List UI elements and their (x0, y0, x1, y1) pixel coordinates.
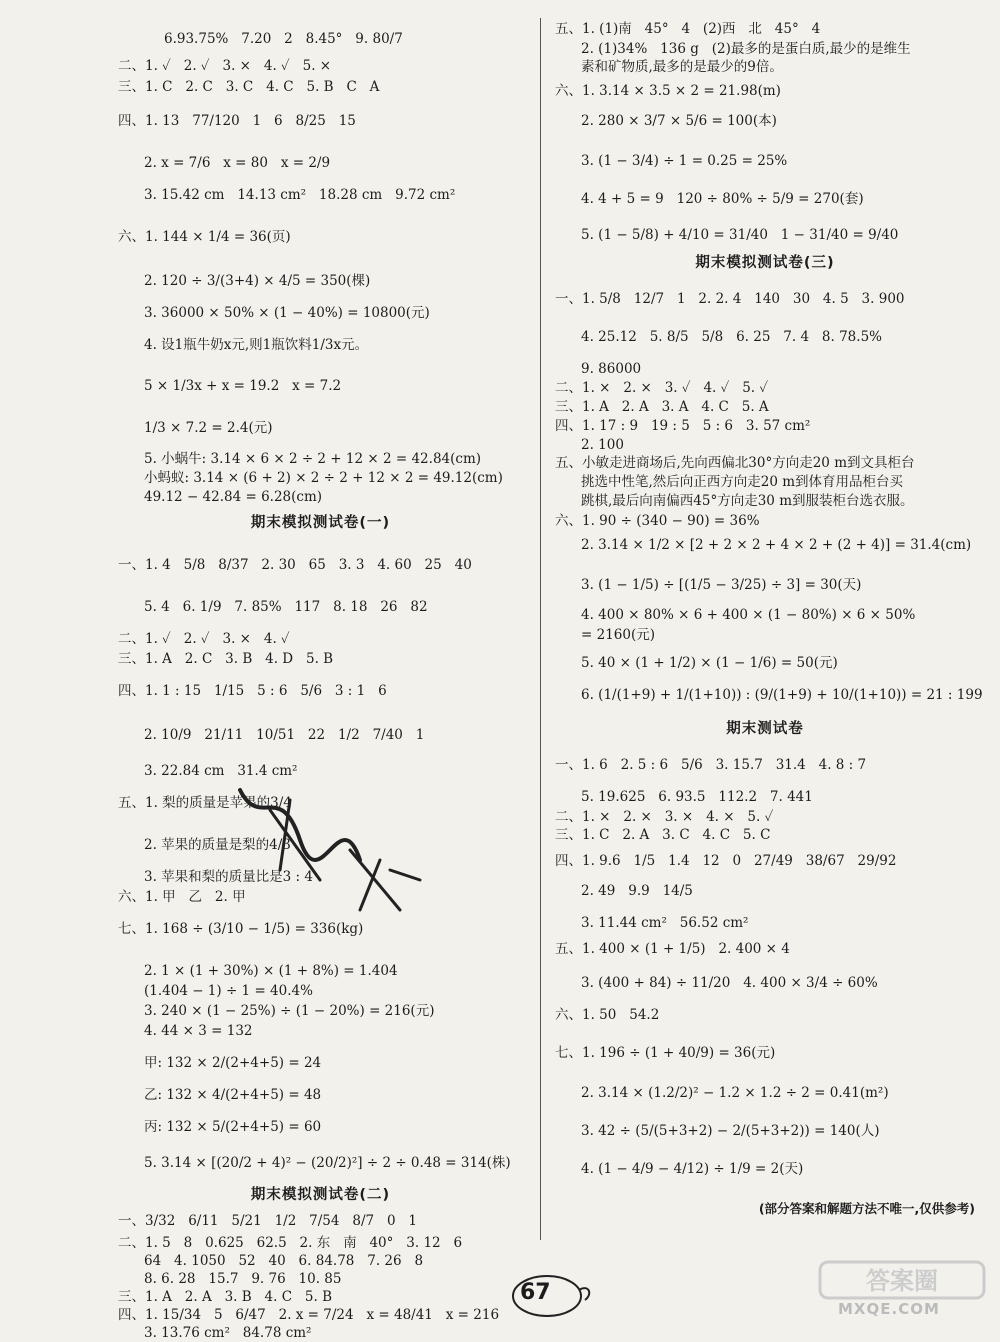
answer-line (118, 419, 273, 437)
page-number: 67 (520, 1280, 551, 1305)
footnote (759, 1200, 975, 1218)
answer-line (118, 336, 368, 354)
column-divider (540, 18, 541, 1240)
answer-text: 一、1. 5/8 12/7 1 2. 2. 4 140 30 4. 5 3. 900 (555, 291, 905, 307)
answer-line (555, 826, 770, 844)
answer-line (118, 598, 428, 616)
answer-line (555, 40, 911, 58)
answer-line (118, 1234, 462, 1252)
handwriting-scribble (230, 770, 430, 920)
answer-text: 5. (1 − 5/8) + 4/10 = 31/40 1 − 31/40 = 9/40 (581, 227, 899, 243)
answer-line (555, 788, 813, 806)
answer-text: 三、1. C 2. C 3. C 4. C 5. B C A (118, 79, 380, 95)
answer-text: 甲: 132 × 2/(2+4+5) = 24 (144, 1055, 322, 1071)
answer-text: 5. 40 × (1 + 1/2) × (1 − 1/6) = 50(元) (581, 655, 838, 671)
answer-text: 三、1. A 2. A 3. B 4. C 5. B (118, 1289, 333, 1305)
answer-text: 六、1. 144 × 1/4 = 36(页) (118, 229, 291, 245)
answer-line (118, 1086, 321, 1104)
watermark-text: MXQE.COM (838, 1300, 940, 1318)
answer-line (555, 654, 838, 672)
answer-line (118, 186, 455, 204)
answer-line (555, 576, 861, 594)
section-title (118, 514, 523, 532)
answer-text: 2. x = 7/6 x = 80 x = 2/9 (144, 155, 331, 171)
answer-text: 49.12 − 42.84 = 6.28(cm) (144, 489, 323, 505)
answer-line (555, 686, 983, 704)
answer-line (555, 436, 624, 454)
answer-text: (1.404 − 1) ÷ 1 = 40.4% (144, 983, 313, 999)
answer-text: 四、1. 1 : 15 1/15 5 : 6 5/6 3 : 1 6 (118, 683, 387, 699)
answer-line (118, 450, 481, 468)
answer-line (118, 920, 363, 938)
section-title (555, 720, 975, 738)
answer-text: 四、1. 15/34 5 6/47 2. x = 7/24 x = 48/41 x = 216 (118, 1307, 500, 1323)
answer-line (555, 974, 878, 992)
answer-text: 2. 120 ÷ 3/(3+4) × 4/5 = 350(棵) (144, 273, 371, 289)
answer-line (555, 58, 783, 76)
answer-text: 2. (1)34% 136 g (2)最多的是蛋白质,最少的是维生 (581, 41, 911, 57)
answer-text: 6.93.75% 7.20 2 8.45° 9. 80/7 (164, 31, 403, 47)
answer-line (555, 756, 866, 774)
answer-text: 2. 280 × 3/7 × 5/6 = 100(本) (581, 113, 777, 129)
answer-line (118, 1002, 434, 1020)
answer-text: 跳棋,最后向南偏西45°方向走30 m到服装柜台选衣服。 (581, 493, 914, 509)
answer-line (118, 57, 331, 75)
answer-line (118, 1252, 423, 1270)
answer-text: 4. 4 + 5 = 9 120 ÷ 80% ÷ 5/9 = 270(套) (581, 191, 864, 207)
answer-line (555, 328, 882, 346)
answer-line (118, 1118, 321, 1136)
answer-text: 1/3 × 7.2 = 2.4(元) (144, 420, 273, 436)
answer-line (555, 398, 769, 416)
answer-text: 二、1. × 2. × 3. ✓ 4. ✓ 5. ✓ (555, 380, 769, 396)
answer-line (555, 606, 915, 624)
answer-text: 二、1. ✓ 2. ✓ 3. × 4. ✓ 5. × (118, 58, 332, 74)
answer-text: 3. (400 + 84) ÷ 11/20 4. 400 × 3/4 ÷ 60% (581, 975, 878, 991)
answer-text: 2. 10/9 21/11 10/51 22 1/2 7/40 1 (144, 727, 425, 743)
answer-text: 五、小敏走进商场后,先向西偏北30°方向走20 m到文具柜台 (555, 455, 915, 471)
answer-line (555, 360, 641, 378)
answer-line (118, 962, 398, 980)
answer-text: 2. 3.14 × 1/2 × [2 + 2 × 2 + 4 × 2 + (2 + 4)] = 31.4(cm) (581, 537, 972, 553)
answer-line (118, 1212, 417, 1230)
answer-text: 2. 100 (581, 437, 624, 453)
answer-line (555, 82, 781, 100)
answer-text: 小蚂蚁: 3.14 × (6 + 2) × 2 ÷ 2 + 12 × 2 = 49.12(cm) (144, 470, 503, 486)
answer-line (555, 914, 748, 932)
answer-line (118, 888, 246, 906)
answer-line (118, 1324, 311, 1342)
answer-text: 2. 49 9.9 14/5 (581, 883, 693, 899)
answer-text: 3. 22.84 cm 31.4 cm² (144, 763, 298, 779)
answer-text: 3. 11.44 cm² 56.52 cm² (581, 915, 749, 931)
answer-text: 64 4. 1050 52 40 6. 84.78 7. 26 8 (144, 1253, 424, 1269)
answer-text: 4. (1 − 4/9 − 4/12) ÷ 1/9 = 2(天) (581, 1161, 804, 1177)
answer-text: 期末模拟测试卷(二) (250, 1187, 391, 1203)
answer-text: 四、1. 9.6 1/5 1.4 12 0 27/49 38/67 29/92 (555, 853, 897, 869)
answer-text: 二、1. × 2. × 3. × 4. × 5. ✓ (555, 809, 774, 825)
answer-text: 2. 3.14 × (1.2/2)² − 1.2 × 1.2 ÷ 2 = 0.41(m²) (581, 1085, 889, 1101)
answer-line (555, 1006, 659, 1024)
answer-text: 七、1. 168 ÷ (3/10 − 1/5) = 336(kg) (118, 921, 364, 937)
answer-line (555, 454, 915, 472)
answer-line (118, 469, 503, 487)
answer-text: 六、1. 3.14 × 3.5 × 2 = 21.98(m) (555, 83, 781, 99)
answer-line (118, 304, 430, 322)
answer-text: 挑选中性笔,然后向正西方向走20 m到体育用品柜台买 (581, 474, 904, 490)
answer-text: 五、1. 400 × (1 + 1/5) 2. 400 × 4 (555, 941, 790, 957)
answer-line (555, 473, 903, 491)
answer-text: 2. 苹果的质量是梨的4/3 (144, 837, 291, 853)
answer-text: 4. 设1瓶牛奶x元,则1瓶饮料1/3x元。 (144, 337, 369, 353)
answer-line (555, 226, 898, 244)
answer-line (555, 536, 971, 554)
section-title (555, 254, 975, 272)
answer-line (118, 1054, 321, 1072)
answer-line (555, 152, 787, 170)
answer-text: 4. 25.12 5. 8/5 5/8 6. 25 7. 4 8. 78.5% (581, 329, 882, 345)
answer-text: 六、1. 90 ÷ (340 − 90) = 36% (555, 513, 760, 529)
answer-text: 六、1. 甲 乙 2. 甲 (118, 889, 246, 905)
answer-text: 三、1. C 2. A 3. C 4. C 5. C (555, 827, 771, 843)
answer-text: 期末模拟测试卷(三) (695, 255, 835, 271)
answer-text: 二、1. 5 8 0.625 62.5 2. 东 南 40° 3. 12 6 (118, 1235, 463, 1251)
answer-line (118, 272, 370, 290)
answer-line (118, 1306, 499, 1324)
answer-text: 9. 86000 (581, 361, 642, 377)
answer-text: 5. 小蜗牛: 3.14 × 6 × 2 ÷ 2 + 12 × 2 = 42.84(cm) (144, 451, 482, 467)
answer-text: 素和矿物质,最多的是最少的9倍。 (581, 59, 783, 75)
answer-line (555, 492, 914, 510)
answer-text: = 2160(元) (581, 627, 655, 643)
answer-line (555, 512, 760, 530)
answer-text: 乙: 132 × 4/(2+4+5) = 48 (144, 1087, 322, 1103)
answer-text: 丙: 132 × 5/(2+4+5) = 60 (144, 1119, 322, 1135)
answer-text: 3. 240 × (1 − 25%) ÷ (1 − 20%) = 216(元) (144, 1003, 435, 1019)
answer-text: 5. 3.14 × [(20/2 + 4)² − (20/2)²] ÷ 2 ÷ 0.48 = 314(株) (144, 1155, 511, 1171)
answer-text: 六、1. 50 54.2 (555, 1007, 660, 1023)
answer-text: 3. 42 ÷ (5/(5+3+2) − 2/(5+3+2)) = 140(人) (581, 1123, 880, 1139)
answer-line (118, 228, 291, 246)
answer-line (118, 982, 313, 1000)
answer-line (118, 1288, 332, 1306)
answer-line (164, 30, 403, 48)
watermark-logo-text: 答案圈 (866, 1267, 938, 1295)
answer-line (118, 78, 379, 96)
answer-line (118, 650, 333, 668)
answer-line (118, 556, 472, 574)
answer-text: 5 × 1/3x + x = 19.2 x = 7.2 (144, 378, 342, 394)
answer-text: 6. (1/(1+9) + 1/(1+10)) : (9/(1+9) + 10/(1+10)) = 21 : 199 (581, 687, 983, 703)
answer-line (555, 852, 896, 870)
answer-text: 4. 44 × 3 = 132 (144, 1023, 253, 1039)
answer-text: 期末模拟测试卷(一) (250, 515, 391, 531)
answer-line (555, 290, 905, 308)
answer-text: 一、1. 4 5/8 8/37 2. 30 65 3. 3 4. 60 25 40 (118, 557, 472, 573)
answer-text: 二、1. ✓ 2. ✓ 3. × 4. ✓ (118, 631, 290, 647)
answer-text: 5. 4 6. 1/9 7. 85% 117 8. 18 26 82 (144, 599, 428, 615)
answer-text: 3. (1 − 3/4) ÷ 1 = 0.25 = 25% (581, 153, 788, 169)
answer-line (118, 682, 387, 700)
answer-line (555, 1084, 889, 1102)
answer-line (555, 1044, 775, 1062)
answer-line (118, 630, 290, 648)
answer-line (555, 190, 864, 208)
answer-line (118, 1022, 253, 1040)
answer-line (555, 1160, 803, 1178)
answer-line (118, 1154, 511, 1172)
answer-text: 三、1. A 2. C 3. B 4. D 5. B (118, 651, 334, 667)
answer-text: 五、1. (1)南 45° 4 (2)西 北 45° 4 (555, 21, 821, 37)
answer-line (118, 726, 424, 744)
answer-text: 8. 6. 28 15.7 9. 76 10. 85 (144, 1271, 342, 1287)
answer-line (118, 154, 330, 172)
answer-line (118, 377, 341, 395)
answer-text: 3. 苹果和梨的质量比是3 : 4 (144, 869, 313, 885)
answer-line (118, 1270, 342, 1288)
answer-line (555, 417, 810, 435)
answer-line (555, 882, 693, 900)
answer-text: 2. 1 × (1 + 30%) × (1 + 8%) = 1.404 (144, 963, 398, 979)
answer-text: 四、1. 17 : 9 19 : 5 5 : 6 3. 57 cm² (555, 418, 811, 434)
answer-text: 3. 15.42 cm 14.13 cm² 18.28 cm 9.72 cm² (144, 187, 456, 203)
answer-text: 三、1. A 2. A 3. A 4. C 5. A (555, 399, 769, 415)
answer-text: 3. 36000 × 50% × (1 − 40%) = 10800(元) (144, 305, 430, 321)
answer-text: 期末测试卷 (726, 721, 804, 737)
answer-text: 一、1. 6 2. 5 : 6 5/6 3. 15.7 31.4 4. 8 : 7 (555, 757, 867, 773)
answer-line (118, 112, 356, 130)
answer-line (555, 1122, 880, 1140)
section-title (118, 1186, 523, 1204)
answer-line (555, 808, 773, 826)
answer-text: 5. 19.625 6. 93.5 112.2 7. 441 (581, 789, 813, 805)
answer-line (555, 379, 768, 397)
answer-line (555, 20, 820, 38)
answer-text: 七、1. 196 ÷ (1 + 40/9) = 36(元) (555, 1045, 776, 1061)
answer-line (118, 488, 322, 506)
answer-line (555, 626, 655, 644)
answer-text: 四、1. 13 77/120 1 6 8/25 15 (118, 113, 356, 129)
answer-line (555, 940, 790, 958)
answer-text: 4. 400 × 80% × 6 + 400 × (1 − 80%) × 6 × 50% (581, 607, 916, 623)
answer-text: (部分答案和解题方法不唯一,仅供参考) (758, 1201, 975, 1216)
answer-text: 一、3/32 6/11 5/21 1/2 7/54 8/7 0 1 (118, 1213, 418, 1229)
answer-text: 五、1. 梨的质量是苹果的3/4 (118, 795, 292, 811)
answer-text: 3. (1 − 1/5) ÷ [(1/5 − 3/25) ÷ 3] = 30(天) (581, 577, 862, 593)
answer-line (555, 112, 777, 130)
answer-text: 3. 13.76 cm² 84.78 cm² (144, 1325, 312, 1341)
